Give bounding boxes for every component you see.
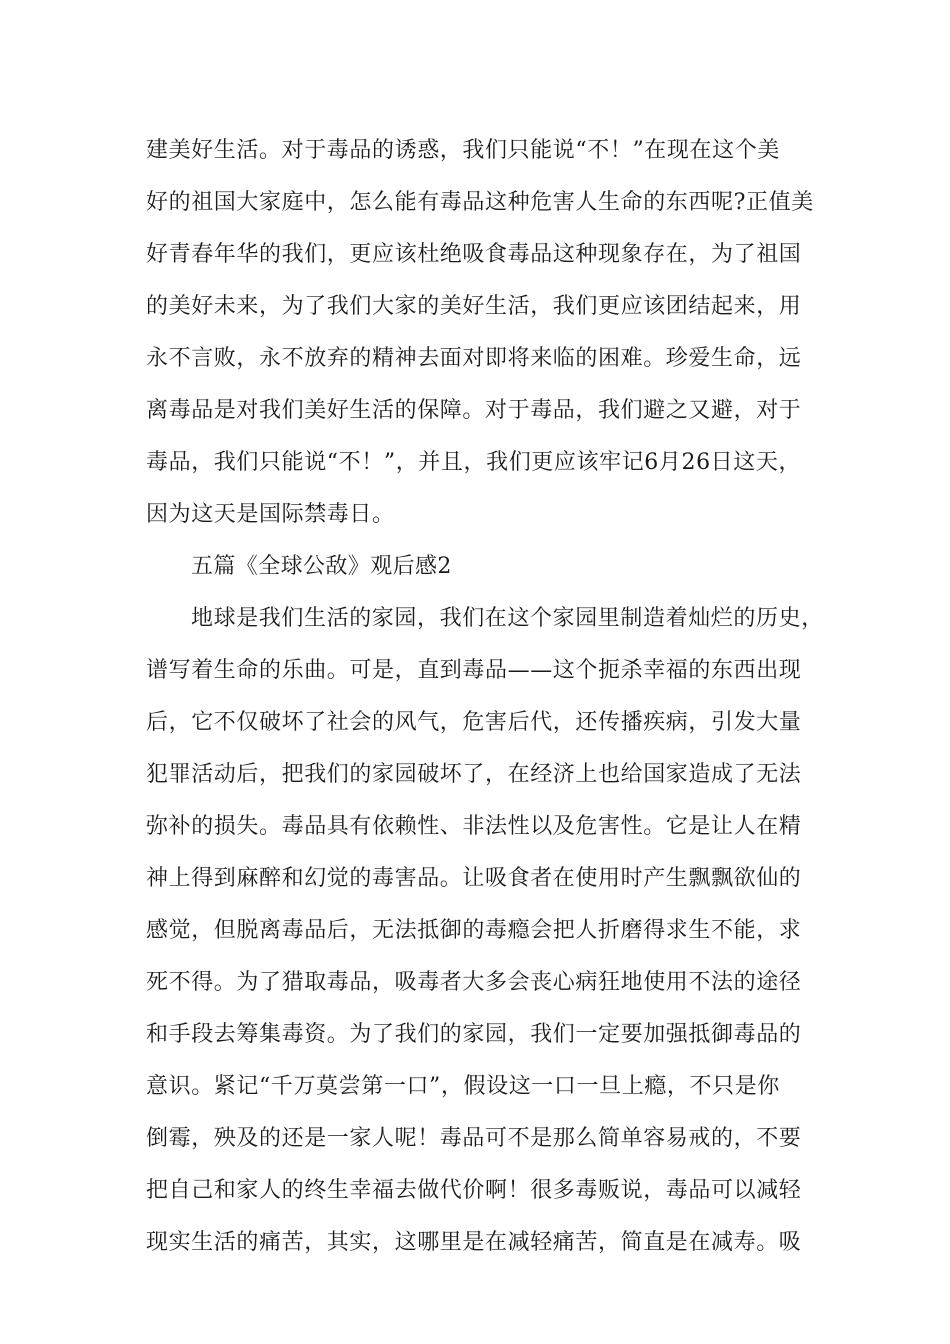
paragraph-line: 建美好生活。对于毒品的诱惑，我们只能说“不！”在现在这个美 xyxy=(146,138,780,163)
paragraph-line: 好的祖国大家庭中，怎么能有毒品这种危害人生命的东西呢?正值美 xyxy=(146,190,814,215)
paragraph-line: 毒品，我们只能说“不！”，并且，我们更应该牢记6月26日这天， xyxy=(146,450,802,475)
paragraph-line: 弥补的损失。毒品具有依赖性、非法性以及危害性。它是让人在精 xyxy=(146,814,802,839)
paragraph-line: 好青春年华的我们，更应该杜绝吸食毒品这种现象存在，为了祖国 xyxy=(146,242,802,267)
paragraph-line: 地球是我们生活的家园，我们在这个家园里制造着灿烂的历史， xyxy=(191,606,824,631)
paragraph-line: 永不言败，永不放弃的精神去面对即将来临的困难。珍爱生命，远 xyxy=(146,346,802,371)
paragraph-line: 离毒品是对我们美好生活的保障。对于毒品，我们避之又避，对于 xyxy=(146,398,802,423)
paragraph-line: 后，它不仅破坏了社会的风气，危害后代，还传播疾病，引发大量 xyxy=(146,710,802,735)
paragraph-line: 现实生活的痛苦，其实，这哪里是在减轻痛苦，简直是在减寿。吸 xyxy=(146,1230,802,1255)
paragraph-line: 死不得。为了猎取毒品，吸毒者大多会丧心病狂地使用不法的途径 xyxy=(146,970,802,995)
paragraph-line: 感觉，但脱离毒品后，无法抵御的毒瘾会把人折磨得求生不能，求 xyxy=(146,918,802,943)
paragraph-line: 和手段去筹集毒资。为了我们的家园，我们一定要加强抵御毒品的 xyxy=(146,1022,802,1047)
paragraph-1 xyxy=(146,125,836,541)
section-heading: 五篇《全球公敌》观后感2 xyxy=(191,554,452,579)
paragraph-line: 把自己和家人的终生幸福去做代价啊！很多毒贩说，毒品可以减轻 xyxy=(146,1178,802,1203)
paragraph-line: 倒霉，殃及的还是一家人呢！毒品可不是那么简单容易戒的，不要 xyxy=(146,1126,802,1151)
paragraph-line: 意识。紧记“千万莫尝第一口”，假设这一口一旦上瘾，不只是你 xyxy=(146,1074,780,1099)
paragraph-line: 因为这天是国际禁毒日。 xyxy=(146,502,395,527)
paragraph-line: 犯罪活动后，把我们的家园破坏了，在经济上也给国家造成了无法 xyxy=(146,762,802,787)
document-body xyxy=(146,125,836,1269)
paragraph-line: 的美好未来，为了我们大家的美好生活，我们更应该团结起来，用 xyxy=(146,294,802,319)
paragraph-line: 谱写着生命的乐曲。可是，直到毒品——这个扼杀幸福的东西出现 xyxy=(146,658,802,683)
paragraph-line: 神上得到麻醉和幻觉的毒害品。让吸食者在使用时产生飘飘欲仙的 xyxy=(146,866,802,891)
paragraph-2 xyxy=(146,593,836,1269)
